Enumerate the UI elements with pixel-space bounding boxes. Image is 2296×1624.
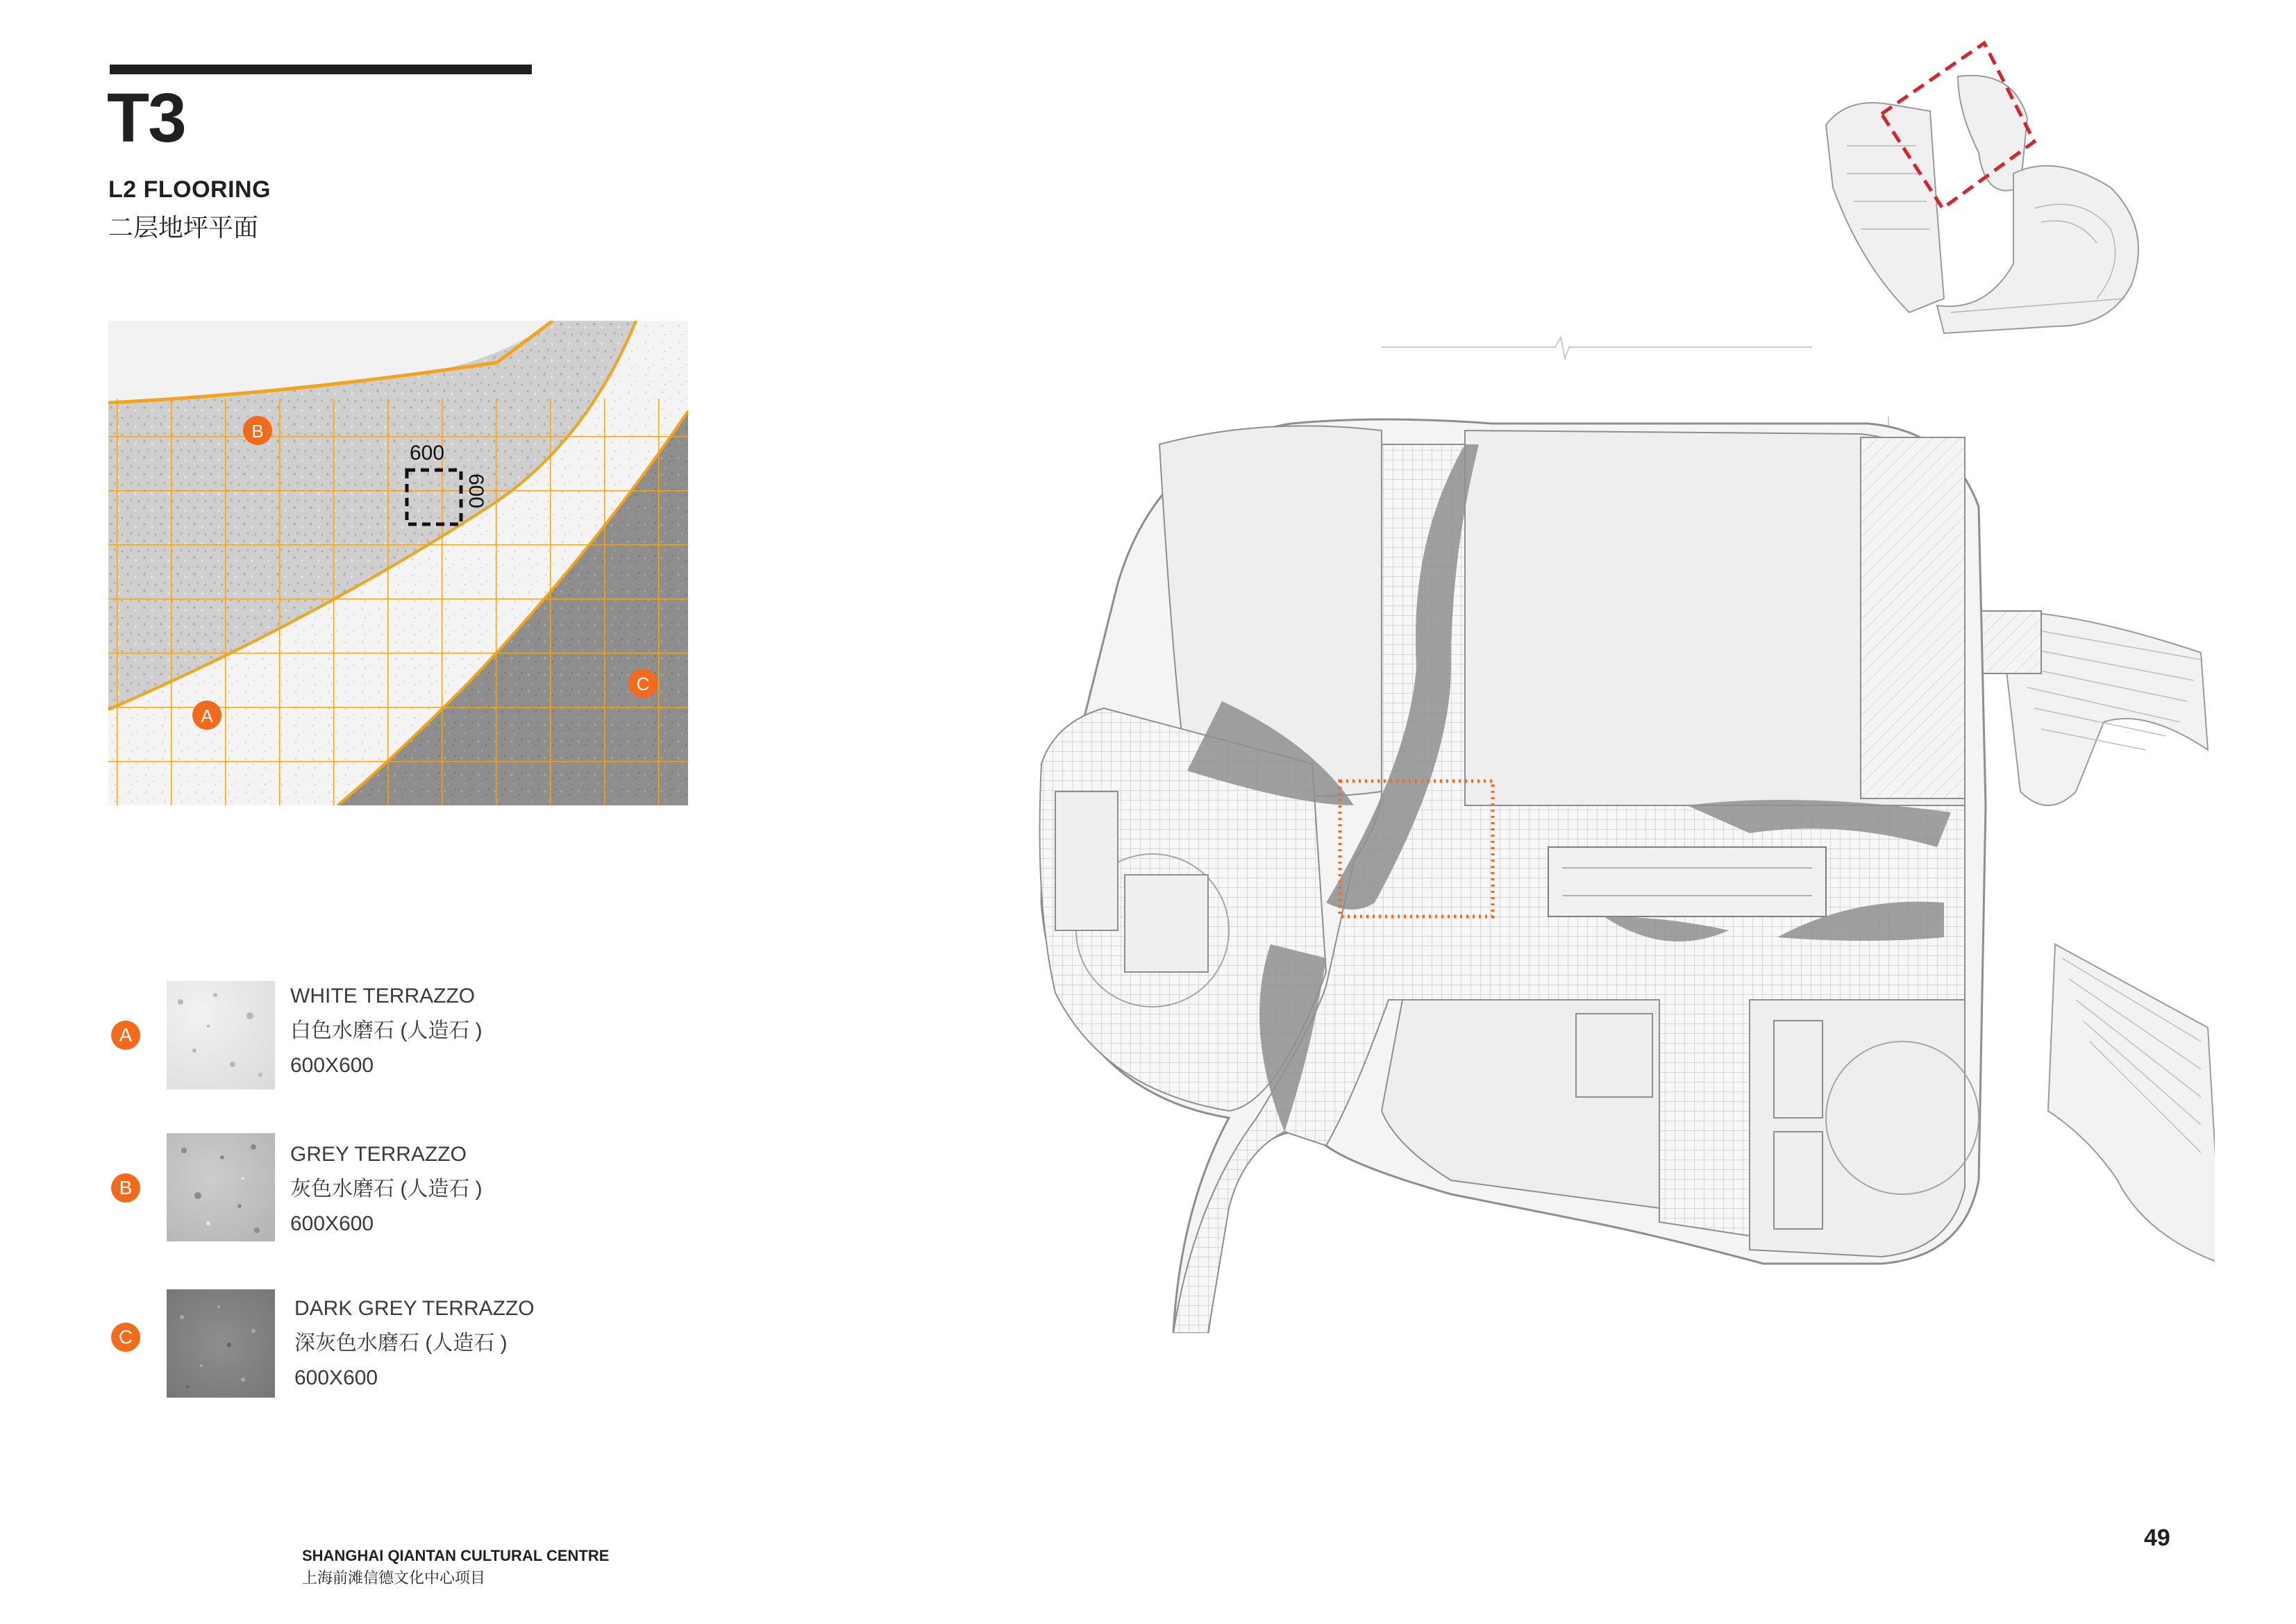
legend-name-en: GREY TERRAZZO [290, 1143, 467, 1166]
legend-name-en: WHITE TERRAZZO [290, 985, 476, 1007]
page-title-en: L2 FLOORING [108, 176, 271, 203]
legend-name-en: DARK GREY TERRAZZO [294, 1297, 535, 1320]
marker-c [628, 669, 657, 698]
legend-name-cn: 白色水磨石 (人造石 ) [290, 1019, 483, 1042]
flooring-detail-image [108, 321, 688, 805]
legend-marker: C [111, 1323, 140, 1352]
page-number: 49 [2144, 1525, 2170, 1551]
dim-label-horizontal: 600 [410, 442, 445, 464]
key-plan [1805, 35, 2166, 354]
dark-grey-terrazzo-swatch [167, 1289, 275, 1398]
floor-plan-drawing [965, 333, 2215, 1333]
white-terrazzo-swatch [167, 981, 275, 1089]
project-name-cn: 上海前滩信德文化中心项目 [302, 1569, 486, 1587]
legend-marker: B [111, 1173, 140, 1203]
dim-label-vertical: 600 [464, 474, 487, 509]
header-rule [110, 65, 532, 74]
svg-text:A: A [201, 705, 213, 726]
page-title-cn: 二层地坪平面 [108, 213, 259, 242]
grey-terrazzo-swatch [167, 1133, 275, 1241]
marker-a [192, 701, 221, 730]
svg-text:B: B [251, 421, 264, 442]
marker-b [243, 416, 272, 445]
legend-size: 600X600 [290, 1054, 374, 1077]
svg-text:C: C [636, 673, 650, 694]
section-code: T3 [107, 79, 185, 157]
legend-name-cn: 灰色水磨石 (人造石 ) [290, 1178, 483, 1200]
project-name-en: SHANGHAI QIANTAN CULTURAL CENTRE [302, 1547, 610, 1564]
legend-size: 600X600 [294, 1366, 378, 1389]
legend-size: 600X600 [290, 1212, 374, 1235]
legend-marker: A [111, 1021, 140, 1050]
legend-name-cn: 深灰色水磨石 (人造石 ) [294, 1332, 508, 1355]
